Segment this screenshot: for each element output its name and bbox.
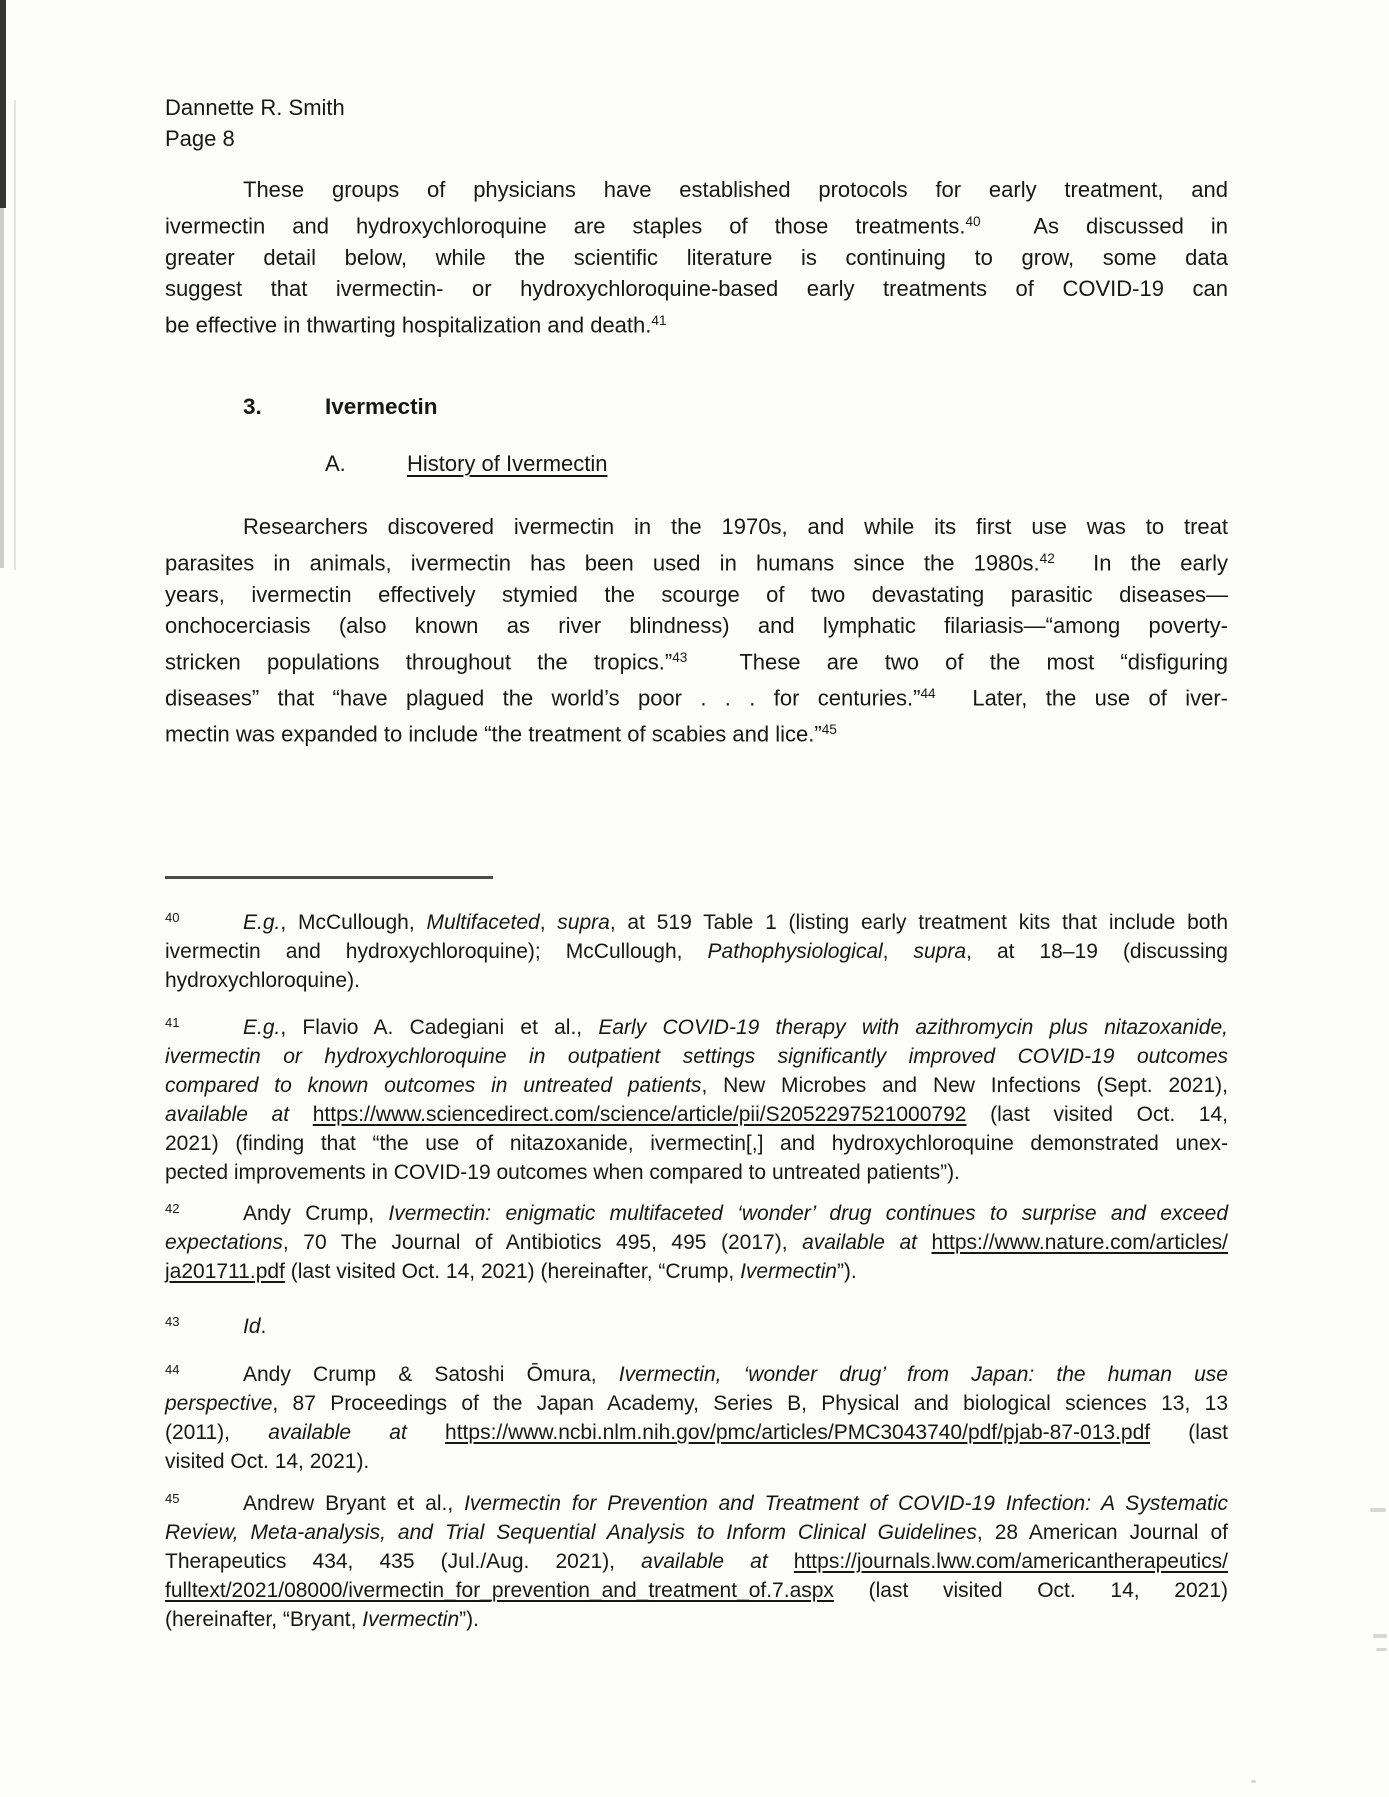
footnote-41: [165, 1008, 1228, 1187]
section-number: 3.: [243, 394, 262, 419]
text-segment: Ivermectin: enigmatic multifaceted ‘wonder’ drug continues to surprise and exceed: [388, 1202, 1228, 1226]
paragraph-early-treatment: [165, 174, 1228, 341]
text-segment: supra: [913, 940, 967, 964]
scan-edge-artifact: [14, 100, 16, 570]
text-line: [165, 1518, 1228, 1547]
text-line: [165, 1447, 1228, 1476]
text-segment: ,: [539, 911, 558, 935]
footnote-number-text: 45: [165, 1491, 180, 1506]
text-segment: Id: [243, 1315, 261, 1339]
footnote-number: [165, 1008, 243, 1042]
scan-smudge: [1370, 1508, 1386, 1512]
subsection-title: History of Ivermectin: [407, 451, 608, 476]
footnote-number-text: 43: [165, 1314, 180, 1329]
footnote-44: [165, 1355, 1228, 1476]
text-segment: ivermectin and hydroxychloroquine); McCullough,: [165, 940, 708, 964]
text-line: [165, 678, 1228, 714]
text-line: [165, 1100, 1228, 1129]
link-text: https://journals.lww.com/americantherapeutics/: [793, 1550, 1228, 1574]
text-line: [165, 1576, 1228, 1605]
text-segment: Early COVID-19 therapy with azithromycin plus nitazoxanide,: [598, 1016, 1228, 1040]
text-segment: (last visited Oct. 14, 2021): [833, 1579, 1228, 1603]
text-segment: .: [260, 1315, 267, 1339]
text-line: [165, 642, 1228, 678]
text-segment: hydroxychloroquine).: [165, 969, 360, 993]
footnote-number-text: 40: [165, 910, 180, 925]
link-text: https://www.nature.com/articles/: [931, 1231, 1228, 1255]
link-text: 44: [920, 685, 936, 701]
text-segment: Andy Crump & Satoshi Ōmura,: [243, 1363, 619, 1387]
text-segment: E.g.: [243, 911, 281, 935]
footnote-number: [165, 903, 243, 937]
text-line: [165, 511, 1228, 543]
link-text: 41: [651, 312, 667, 328]
section-title: Ivermectin: [325, 394, 438, 419]
text-line: [165, 1008, 1228, 1042]
paragraph-history-of-ivermectin: [165, 511, 1228, 750]
text-line: [165, 305, 1228, 341]
text-segment: Andrew Bryant et al.,: [243, 1492, 465, 1516]
text-segment: Researchers discovered ivermectin in the 1970s, and while its first use was to treat: [243, 514, 1228, 539]
text-segment: , New Microbes and New Infections (Sept. 2021),: [701, 1074, 1228, 1098]
text-segment: [768, 1550, 794, 1573]
footnote-43: [165, 1307, 1228, 1341]
footnote-number-text: 44: [165, 1362, 180, 1377]
text-segment: stricken populations throughout the tropics.”: [165, 649, 673, 674]
text-line: [165, 610, 1228, 642]
text-segment: ”).: [836, 1260, 857, 1284]
link-text: 40: [965, 213, 981, 229]
text-segment: Ivermectin, ‘wonder drug’ from Japan: the human use: [618, 1363, 1228, 1387]
text-segment: Pathophysiological: [707, 940, 883, 964]
text-segment: visited Oct. 14, 2021).: [165, 1450, 370, 1474]
link-text: fulltext/2021/08000/ivermectin_for_prevention_and_treatment_of.7.aspx: [165, 1579, 834, 1603]
text-segment: , 28 American Journal of: [976, 1521, 1228, 1545]
subsection-letter: A.: [325, 451, 346, 476]
text-segment: compared to known outcomes in untreated patients: [165, 1074, 702, 1098]
link-text: https://www.ncbi.nlm.nih.gov/pmc/articles/PMC3043740/pdf/pjab-87-013.pdf: [445, 1421, 1151, 1445]
text-segment: (hereinafter, “Bryant,: [165, 1608, 363, 1632]
text-segment: onchocerciasis (also known as river blindness) and lymphatic filariasis—“among poverty-: [165, 613, 1228, 638]
text-line: [165, 1257, 1228, 1286]
text-line: [165, 1605, 1228, 1634]
text-line: [165, 966, 1228, 995]
text-segment: [289, 1103, 313, 1126]
text-segment: , at 519 Table 1 (listing early treatment kits that include both: [609, 911, 1229, 935]
text-segment: 2021) (finding that “the use of nitazoxanide, ivermectin[,] and hydroxychloroquine demonstrated unex-: [165, 1132, 1228, 1156]
text-segment: (last: [1150, 1421, 1228, 1445]
text-segment: expectations: [165, 1231, 283, 1255]
text-segment: diseases” that “have plagued the world’s poor . . . for centuries.”: [165, 685, 921, 710]
text-line: [165, 242, 1228, 274]
text-segment: suggest that ivermectin- or hydroxychloroquine-based early treatments of COVID-19 can: [165, 276, 1228, 301]
scan-smudge: [1376, 1648, 1387, 1651]
footnote-number: [165, 1307, 243, 1341]
scan-smudge: [1251, 1780, 1256, 1783]
text-segment: ivermectin and hydroxychloroquine are staples of those treatments.: [165, 213, 966, 238]
scan-smudge: [1373, 1634, 1387, 1638]
footnote-number: [165, 1355, 243, 1389]
text-segment: available at: [641, 1550, 768, 1574]
text-segment: Andy Crump,: [243, 1202, 389, 1226]
text-segment: , Flavio A. Cadegiani et al.,: [280, 1016, 599, 1040]
text-line: [165, 937, 1228, 966]
text-segment: Ivermectin for Prevention and Treatment of COVID-19 Infection: A Systematic: [464, 1492, 1229, 1516]
text-segment: Review, Meta-analysis, and Trial Sequential Analysis to Inform Clinical Guidelines: [165, 1521, 977, 1545]
footnote-42: [165, 1194, 1228, 1286]
scan-edge-artifact: [0, 0, 6, 208]
text-segment: , at 18–19 (discussing: [966, 940, 1228, 964]
text-segment: years, ivermectin effectively stymied the scourge of two devastating parasitic diseases—: [165, 581, 1228, 607]
text-segment: Later, the use of iver-: [935, 685, 1228, 710]
text-segment: ”).: [459, 1608, 479, 1632]
text-line: [165, 273, 1228, 305]
text-line: [165, 206, 1228, 242]
text-line: [165, 1418, 1228, 1447]
text-segment: (last visited Oct. 14, 2021) (hereinafter, “Crump,: [284, 1260, 741, 1284]
text-segment: [917, 1231, 932, 1254]
text-line: [165, 579, 1228, 611]
text-segment: available at: [268, 1421, 407, 1445]
footnote-40: [165, 903, 1228, 995]
text-segment: Multifaceted: [426, 911, 540, 935]
footnote-45: [165, 1484, 1228, 1634]
footnote-number: [165, 1194, 243, 1228]
text-line: [165, 1042, 1228, 1071]
text-line: [165, 1071, 1228, 1100]
text-line: [165, 903, 1228, 937]
footnote-number: [165, 1484, 243, 1518]
text-segment: In the early: [1054, 550, 1228, 575]
scan-edge-artifact: [0, 208, 4, 568]
footnote-number-text: 41: [165, 1015, 180, 1030]
text-segment: be effective in thwarting hospitalization and death.: [165, 312, 652, 337]
text-line: [165, 1389, 1228, 1418]
text-segment: available at: [802, 1231, 917, 1255]
footnote-number-text: 42: [165, 1201, 180, 1216]
text-line: [165, 543, 1228, 579]
text-segment: Therapeutics 434, 435 (Jul./Aug. 2021),: [165, 1550, 642, 1574]
section-heading: [243, 394, 1228, 420]
text-segment: supra: [557, 911, 610, 935]
text-segment: mectin was expanded to include “the treatment of scabies and lice.”: [165, 721, 822, 746]
text-segment: Ivermectin: [740, 1260, 837, 1284]
text-line: [165, 1228, 1228, 1257]
text-line: [165, 714, 1228, 750]
text-line: [165, 1355, 1228, 1389]
link-text: 45: [821, 721, 837, 737]
text-segment: , 87 Proceedings of the Japan Academy, Series B, Physical and biological sciences 13, 13: [272, 1392, 1228, 1416]
link-text: 43: [672, 649, 688, 665]
text-line: [165, 174, 1228, 206]
letter-header: [165, 92, 1228, 154]
text-line: [165, 1547, 1228, 1576]
text-segment: ivermectin or hydroxychloroquine in outpatient settings significantly improved COVID-19 outcomes: [165, 1045, 1228, 1069]
text-segment: perspective: [165, 1392, 273, 1416]
text-segment: E.g.: [243, 1016, 281, 1040]
link-text: https://www.sciencedirect.com/science/article/pii/S2052297521000792: [312, 1103, 967, 1127]
text-line: [165, 1307, 1228, 1341]
text-segment: available at: [165, 1103, 290, 1127]
page-number-label: Page 8: [165, 126, 235, 151]
link-text: ja201711.pdf: [165, 1260, 285, 1284]
link-text: 42: [1039, 550, 1055, 566]
footnote-separator-rule: [165, 876, 493, 879]
text-line: [165, 1194, 1228, 1228]
text-segment: ,: [882, 940, 914, 964]
text-segment: , 70 The Journal of Antibiotics 495, 495 (2017),: [282, 1231, 803, 1255]
text-segment: [407, 1421, 445, 1444]
text-segment: These are two of the most “disfiguring: [687, 649, 1228, 674]
text-segment: , McCullough,: [280, 911, 427, 935]
recipient-name: Dannette R. Smith: [165, 95, 345, 120]
text-segment: pected improvements in COVID-19 outcomes when compared to untreated patients”).: [165, 1161, 960, 1185]
text-line: [165, 1129, 1228, 1158]
text-segment: Ivermectin: [362, 1608, 460, 1632]
text-segment: (2011),: [165, 1421, 269, 1445]
subsection-heading: [325, 451, 1228, 477]
text-line: [165, 1484, 1228, 1518]
text-segment: As discussed in: [980, 213, 1228, 238]
text-segment: greater detail below, while the scientific literature is continuing to grow, some data: [165, 244, 1228, 270]
text-line: [165, 1158, 1228, 1187]
text-segment: These groups of physicians have established protocols for early treatment, and: [243, 177, 1228, 202]
text-segment: (last visited Oct. 14,: [966, 1103, 1229, 1127]
text-segment: parasites in animals, ivermectin has been used in humans since the 1980s.: [165, 550, 1040, 575]
